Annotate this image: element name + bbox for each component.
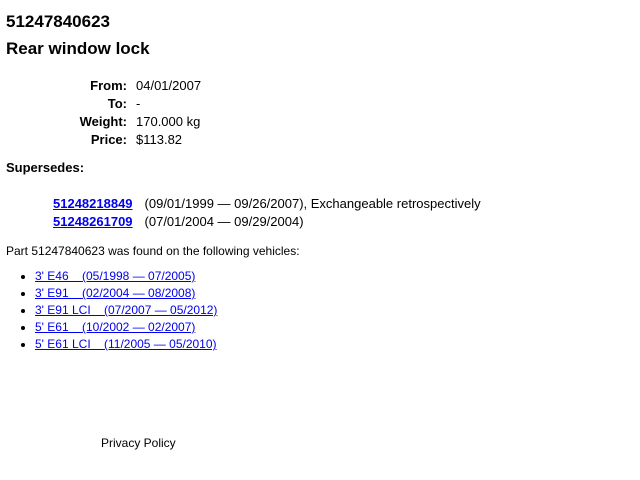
detail-label-price: Price: (90, 131, 127, 147)
vehicle-link-5-e61[interactable]: 5' E61 (10/2002 — 02/2007) (35, 320, 196, 334)
list-item (35, 336, 640, 353)
vehicles-intro-text: Part 51247840623 was found on the following vehicles: (6, 244, 300, 258)
vehicle-link-3-e91-lci[interactable]: 3' E91 LCI (07/2007 — 05/2012) (35, 303, 218, 317)
part-name-heading: Rear window lock (6, 39, 150, 58)
supersede-part-link[interactable]: 51248261709 (53, 213, 133, 229)
supersedes-list (6, 194, 640, 230)
supersede-row (53, 194, 640, 212)
detail-label-to: To: (107, 95, 127, 111)
detail-value-weight: 170.000 kg (136, 113, 201, 129)
detail-label-from: From: (90, 77, 127, 93)
detail-row-to (6, 94, 640, 112)
vehicle-list (6, 268, 640, 353)
supersede-row (53, 212, 640, 230)
detail-row-from (6, 76, 640, 94)
list-item (35, 319, 640, 336)
list-item (35, 268, 640, 285)
page-footer (101, 436, 640, 450)
supersede-info: (07/01/2004 — 09/29/2004) (144, 213, 304, 229)
detail-value-from: 04/01/2007 (136, 77, 202, 93)
page-title-part-number: 51247840623 (6, 12, 111, 31)
detail-label-weight: Weight: (79, 113, 127, 129)
detail-value-to: - (136, 95, 141, 111)
detail-row-price (6, 130, 640, 148)
list-item (35, 302, 640, 319)
vehicle-link-3-e91[interactable]: 3' E91 (02/2004 — 08/2008) (35, 286, 196, 300)
privacy-policy-link[interactable]: Privacy Policy (101, 436, 176, 450)
detail-value-price: $113.82 (136, 131, 183, 147)
vehicle-link-5-e61-lci[interactable]: 5' E61 LCI (11/2005 — 05/2010) (35, 337, 217, 351)
supersede-info: (09/01/1999 — 09/26/2007), Exchangeable retrospectively (144, 195, 481, 211)
vehicle-link-3-e46[interactable]: 3' E46 (05/1998 — 07/2005) (35, 269, 196, 283)
part-details-table (6, 76, 640, 148)
detail-row-weight (6, 112, 640, 130)
supersede-part-link[interactable]: 51248218849 (53, 195, 133, 211)
list-item (35, 285, 640, 302)
supersedes-heading: Supersedes: (6, 160, 85, 175)
